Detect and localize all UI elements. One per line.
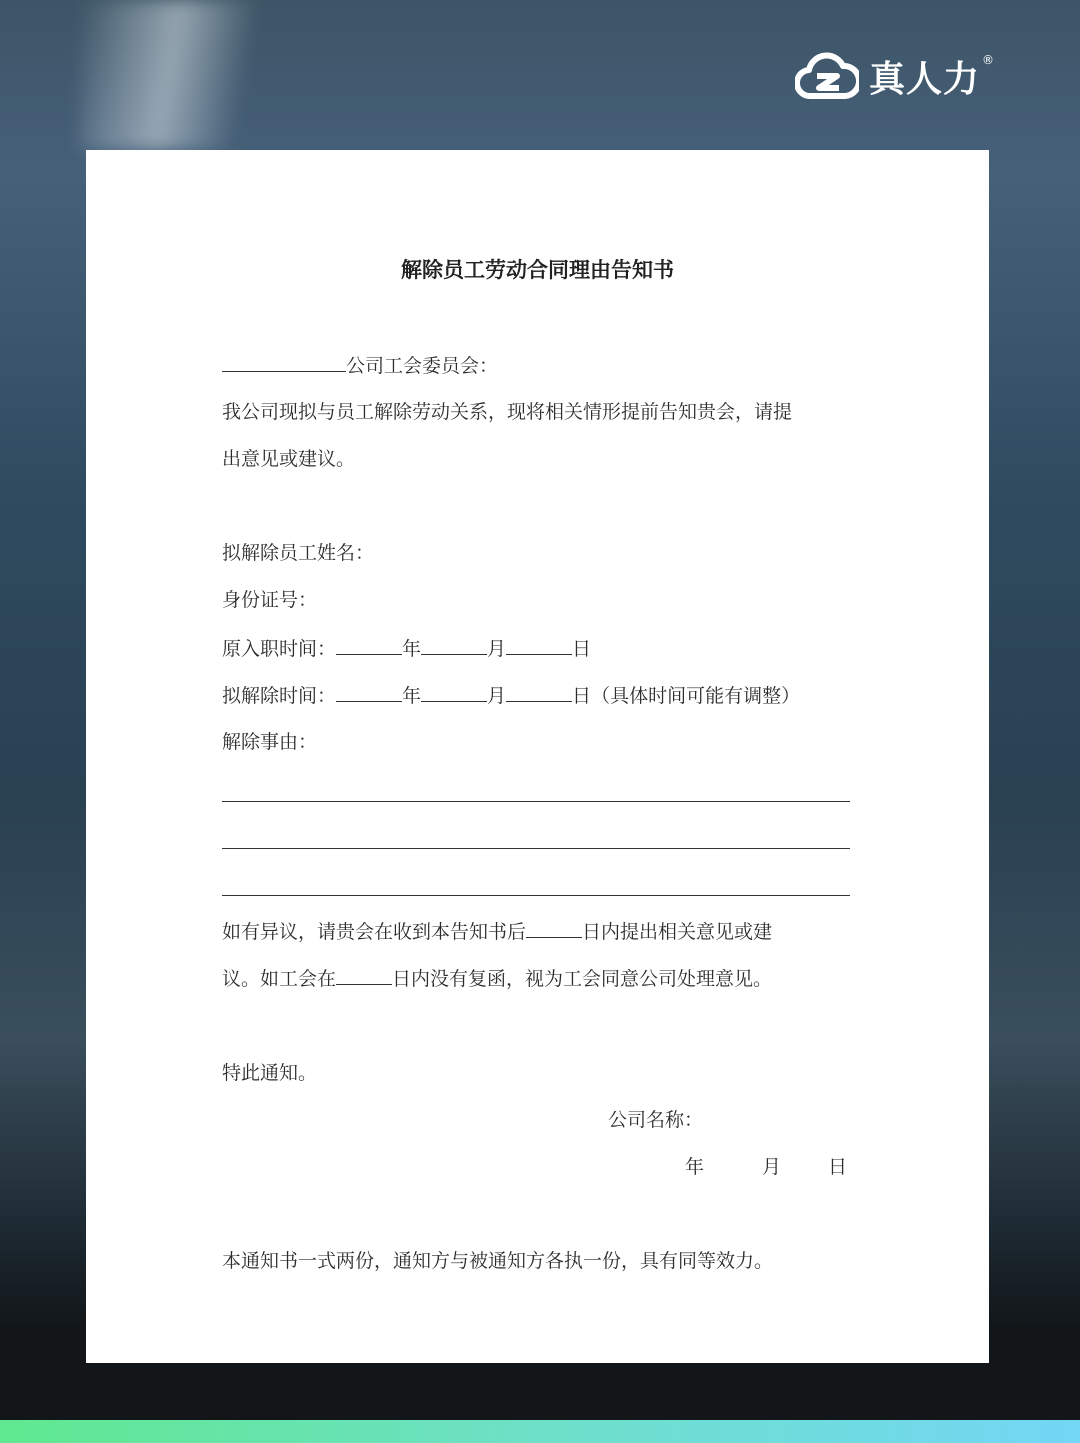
brand-name: 真人力 — [869, 58, 981, 100]
notice-text: 特此通知。 — [222, 1062, 318, 1084]
intro-line-1: 我公司现拟与员工解除劳动关系，现将相关情形提前告知贵会，请提 — [222, 401, 793, 423]
month-label: 月 — [487, 685, 507, 707]
objection-line-2 — [222, 966, 772, 991]
blank — [421, 683, 487, 702]
blank — [336, 683, 402, 702]
employee-name-label: 拟解除员工姓名： — [222, 542, 375, 564]
blank — [336, 636, 402, 655]
objection-text: 议。如工会在 — [222, 968, 337, 990]
objection-text: 日内没有复函，视为工会同意公司处理意见。 — [392, 968, 773, 990]
termination-date-label: 拟解除时间： — [222, 685, 337, 707]
reason-line — [222, 801, 850, 802]
sign-month: 月 — [762, 1156, 782, 1178]
blank — [506, 636, 572, 655]
company-blank — [222, 353, 346, 372]
sign-year: 年 — [685, 1156, 705, 1178]
accent-bar — [0, 1420, 1080, 1443]
document-title: 解除员工劳动合同理由告知书 — [401, 258, 674, 282]
year-label: 年 — [402, 685, 422, 707]
objection-line-1 — [222, 919, 772, 944]
objection-text: 如有异议，请贵会在收到本告知书后 — [222, 921, 527, 943]
day-label: 日 — [572, 685, 592, 707]
blank — [421, 636, 487, 655]
intro-line-2: 出意见或建议。 — [222, 448, 356, 470]
objection-text: 日内提出相关意见或建 — [582, 921, 773, 943]
day-label: 日 — [572, 638, 592, 660]
hire-date-line — [222, 636, 591, 661]
reason-line — [222, 895, 850, 896]
reason-line — [222, 848, 850, 849]
sign-day: 日 — [828, 1156, 848, 1178]
days-blank — [526, 919, 582, 938]
cloud-z-icon — [795, 50, 859, 102]
year-label: 年 — [402, 638, 422, 660]
addressee-line — [222, 353, 498, 378]
footer-note: 本通知书一式两份，通知方与被通知方各执一份，具有同等效力。 — [222, 1250, 774, 1272]
reason-label: 解除事由： — [222, 731, 318, 753]
registered-mark: ® — [982, 53, 995, 67]
background-light — [80, 0, 280, 150]
termination-date-line — [222, 683, 800, 708]
id-number-label: 身份证号： — [222, 589, 318, 611]
hire-date-label: 原入职时间： — [222, 638, 337, 660]
days-blank — [336, 966, 392, 985]
addressee-label: 公司工会委员会： — [346, 355, 499, 377]
blank — [506, 683, 572, 702]
notice-document — [86, 150, 989, 1363]
date-note: （具体时间可能有调整） — [591, 685, 801, 707]
company-name-label: 公司名称： — [608, 1109, 704, 1131]
month-label: 月 — [487, 638, 507, 660]
brand-logo — [795, 50, 994, 102]
